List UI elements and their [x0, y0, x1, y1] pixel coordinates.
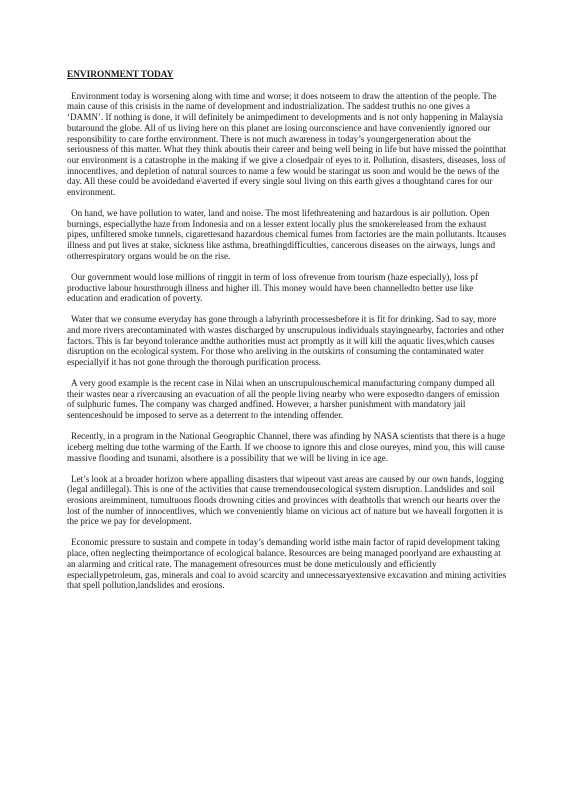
paragraph: Environment today is worsening along with time and worse; it does notseem to draw the attention of the people. The main cause of this crisisis in the name of development and industrialization. The saddest truthis no one gives a ‘DAMN’. If nothing is done, it will definitely be animpediment to developments and is not only happening in Malaysia butaround the globe. All of us living here on this planet are losing ourconscience and have conveniently ignored our responsibility to care forthe environment. There is not much awareness in today’s youngergeneration about the seriousness of this matter. What they think aboutis their career and being well being in life but have missed the pointthat our environment is a catastrophe in the making if we give a closedpair of eyes to it. Pollution, disasters, diseases, loss of innocentlives, and depletion of natural sources to name a few would be staringat us soon and would be the news of the day. All these could be avoidedand e\averted if every single soul living on this earth gives a thoughtand cares for our environment.	[67, 90, 506, 198]
paragraph: Let’s look at a broader horizon where appalling disasters that wipeout vast areas are caused by our own hands, logging (legal andillegal). This is one of the activities that cause tremendousecological system disruption. Landslides and soil erosions areimminent, tumultuous floods drowning cities and provinces with deathtolls that wrench our hearts over the lost of the number of innocentlives, which we conveniently blame on vicious act of nature but we haveall forgotten it is the price we pay for development.	[67, 473, 504, 527]
paragraph: A very good example is the recent case in Nilai when an unscrupulouschemical manufacturing company dumped all their wastes near a rivercausing an evacuation of all the people living nearby who were exposedto dangers of emission of sulphuric fumes. The company was charged andfined. However, a harsher punishment with mandatory jail sentenceshould be imposed to serve as a deterrent to the intending offender.	[67, 378, 500, 421]
paragraph: Recently, in a program in the National Geographic Channel, there was afinding by NASA scientists that there is a huge iceberg melting due tothe warming of the Earth. If we choose to ignore this and close oureyes, mind you, this will cause massive flooding and tsunami, alsothere is a possibility that we will be living in ice age.	[67, 431, 505, 463]
paragraph: Water that we consume everyday has gone through a labyrinth processesbefore it is fit for drinking. Sad to say, more and more rivers arecontaminated with wastes discharged by unscrupulous individuals stayingnearby, factories and other factors. This is far beyond tolerance andthe authorities must act promptly as it will kill the aquatic lives,which causes disruption on the ecological system. For those who areliving in the outskirts of consuming the contaminated water especiallyif it has not gone through the thorough purification process.	[67, 314, 505, 368]
paragraph: Economic pressure to sustain and compete in today’s demanding world isthe main factor of rapid development taking place, often neglecting theimportance of ecological balance. Resources are being managed poorlyand are exhausting at an alarming and critical rate. The management ofresources must be done meticulously and efficiently especiallypetroleum, gas, minerals and coal to avoid scarcity and unnecessaryextensive excavation and mining activities that spell pollution,landslides and erosions.	[67, 537, 507, 591]
paragraph: On hand, we have pollution to water, land and noise. The most lifethreatening and hazardous is air pollution. Open burnings, especiallythe haze from Indonesia and on a lesser extent locally plus the smokereleased from the exhaust pipes, unfiltered smoke tunnels, cigarettesand hazardous chemical fumes from factories are the main pollutants. Itcauses illness and put lives at stake, sickness like asthma, breathingdifficulties, cancerous diseases on the airways, lungs and otherrespiratory organs would be on the rise.	[67, 208, 507, 261]
document-title: ENVIRONMENT TODAY	[67, 70, 174, 80]
document-body	[67, 70, 507, 601]
paragraph: Our government would lose millions of ringgit in term of loss ofrevenue from tourism (haze especially), loss pf productive labour hoursthrough illness and higher ill. This money would have been channelledto better use like education and eradication of poverty.	[67, 271, 478, 304]
